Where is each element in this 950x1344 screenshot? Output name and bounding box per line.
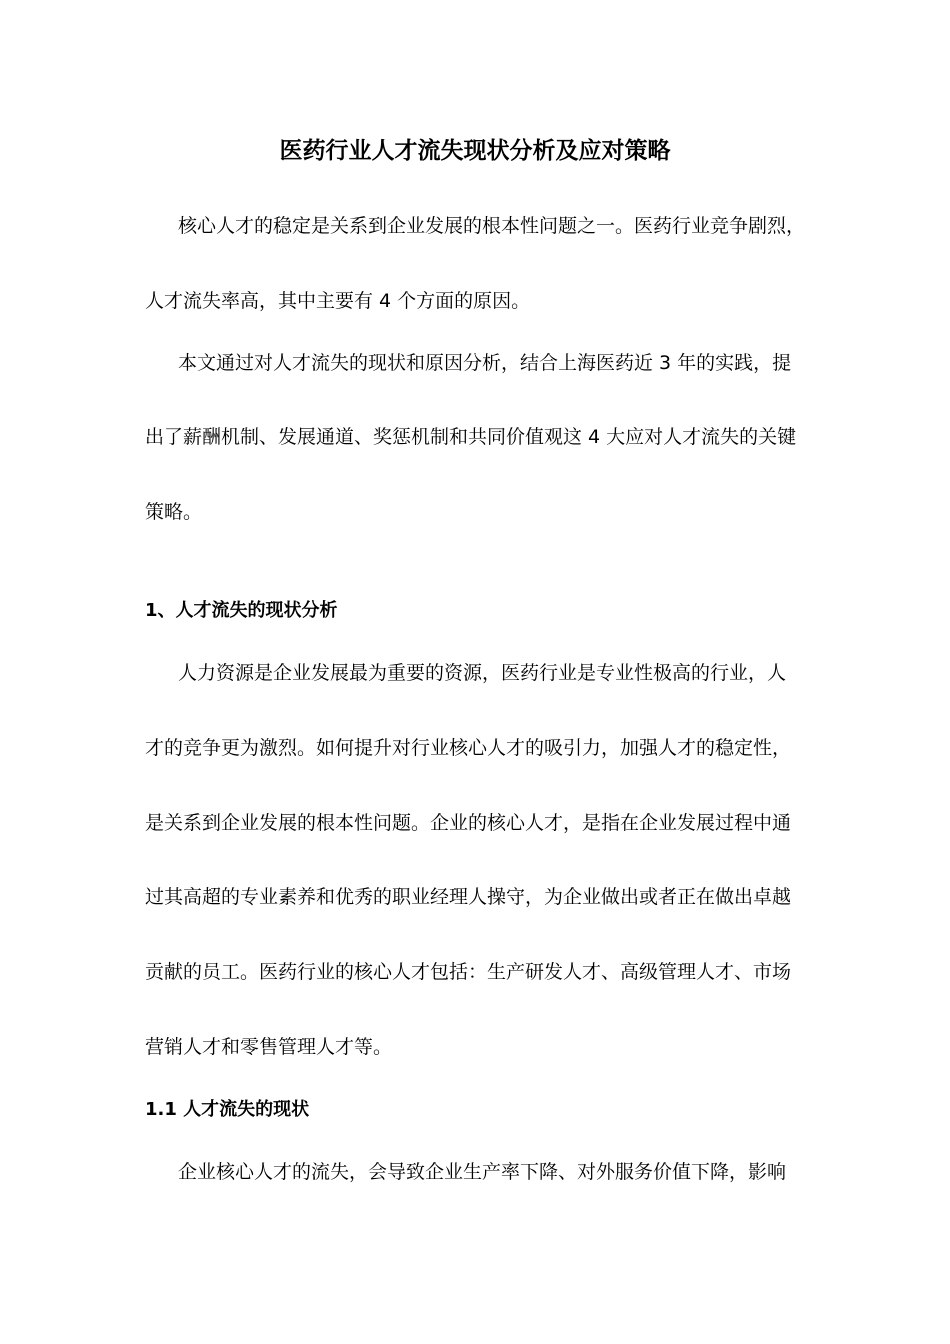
paragraph-line: 贡献的员工。医药行业的核心人才包括：生产研发人才、高级管理人才、市场: [145, 961, 792, 983]
paragraph-line: 过其高超的专业素养和优秀的职业经理人操守，为企业做出或者正在做出卓越: [145, 886, 792, 908]
subsection-heading: 1.1 人才流失的现状: [145, 1099, 310, 1120]
paragraph-line: 出了薪酬机制、发展通道、奖惩机制和共同价值观这 4 大应对人才流失的关键: [145, 426, 797, 448]
paragraph-line: 人力资源是企业发展最为重要的资源，医药行业是专业性极高的行业，人: [178, 662, 787, 684]
section-heading: 1、人才流失的现状分析: [145, 600, 338, 621]
paragraph-line: 策略。: [145, 501, 203, 523]
paragraph-line: 是关系到企业发展的根本性问题。企业的核心人才，是指在企业发展过程中通: [145, 812, 792, 834]
paragraph-line: 本文通过对人才流失的现状和原因分析，结合上海医药近 3 年的实践，提: [178, 352, 792, 374]
paragraph-line: 企业核心人才的流失，会导致企业生产率下降、对外服务价值下降，影响: [178, 1161, 787, 1183]
paragraph-line: 营销人才和零售管理人才等。: [145, 1036, 393, 1058]
paragraph-line: 人才流失率高，其中主要有 4 个方面的原因。: [145, 290, 531, 312]
document-title: 医药行业人才流失现状分析及应对策略: [279, 138, 671, 164]
paragraph-line: 才的竞争更为激烈。如何提升对行业核心人才的吸引力，加强人才的稳定性，: [145, 737, 792, 759]
paragraph-line: 核心人才的稳定是关系到企业发展的根本性问题之一。医药行业竞争剧烈，: [178, 215, 806, 237]
